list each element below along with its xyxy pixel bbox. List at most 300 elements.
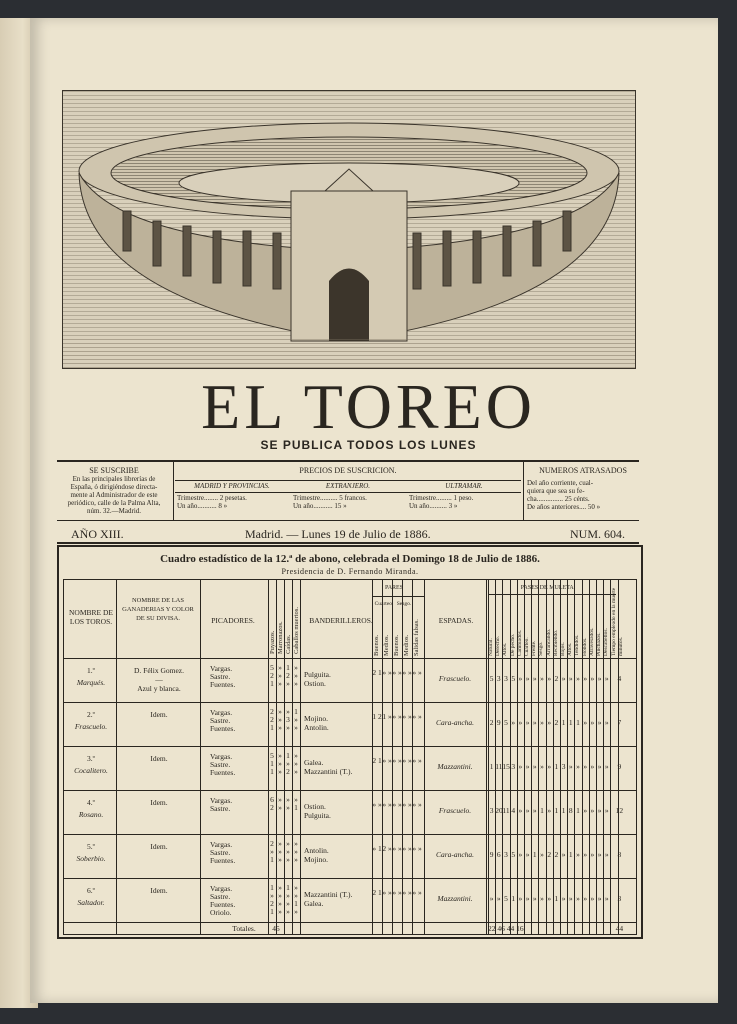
header-pares: PARES xyxy=(384,585,404,591)
ban-value: » » xyxy=(412,844,422,853)
subscription-info xyxy=(57,460,639,521)
pases-value: » xyxy=(597,718,602,727)
pases-value: 1 xyxy=(568,850,573,859)
totals-pic: 45 xyxy=(272,924,280,933)
banderillero-name: Ostion. xyxy=(304,802,326,811)
picador-name: Fuentes. xyxy=(210,724,236,733)
ganaderia-line: Idem. xyxy=(150,842,168,851)
ban-value: » » xyxy=(402,668,412,677)
pases-value: » xyxy=(590,674,595,683)
espada-name: Frascuelo. xyxy=(438,674,472,683)
header-pases-col: Cuarteo. xyxy=(524,637,530,656)
column-divider xyxy=(116,580,117,934)
ban-value: » » xyxy=(402,712,412,721)
header-nombre: NOMBRE DE LOS TOROS. xyxy=(69,608,113,626)
atrasados-line: quiera que sea su fe- xyxy=(527,487,585,495)
pases-value: 1 xyxy=(568,718,573,727)
pases-value: » xyxy=(547,806,552,815)
ban-value: » » xyxy=(402,800,412,809)
pares-divider xyxy=(372,596,424,597)
masthead-title: EL TOREO xyxy=(201,371,536,442)
header-divider xyxy=(64,658,636,659)
table-presidencia: Presidencia de D. Fernando Miranda. xyxy=(281,567,419,576)
banderillero-name: Galea. xyxy=(304,758,324,767)
pases-value: » xyxy=(604,894,609,903)
precios-block xyxy=(175,466,521,510)
row-number: 6.º xyxy=(87,886,95,895)
picador-name: Vargas. xyxy=(210,708,233,717)
pases-value: » xyxy=(583,718,588,727)
pases-value: » xyxy=(540,718,544,727)
pases-value: 1 xyxy=(554,894,559,903)
ganaderia-line: Azul y blanca. xyxy=(137,684,181,693)
header-pic-col: Caídas. xyxy=(285,634,292,654)
banderillero-name: Mazzantini (T.). xyxy=(304,890,353,899)
suscribe-line: España, ó dirigiéndose directa- xyxy=(70,483,158,491)
pases-value: » xyxy=(604,850,609,859)
pases-value: » xyxy=(489,894,494,903)
ganaderia-line: Idem. xyxy=(150,754,168,763)
pases-value: » xyxy=(604,674,609,683)
pases-value: 1 xyxy=(561,718,566,727)
pic-value: » 3 » xyxy=(286,707,290,732)
pases-value: 15 xyxy=(502,762,510,771)
pic-value: » » xyxy=(278,795,282,812)
pases-value: » xyxy=(511,718,516,727)
ban-value: » » xyxy=(382,756,392,765)
picador-name: Fuentes. xyxy=(210,856,236,865)
pases-value: » xyxy=(532,762,537,771)
masthead-subtitle: SE PUBLICA TODOS LOS LUNES xyxy=(260,438,477,452)
pic-value: » » » xyxy=(278,663,282,688)
pases-value: 8 xyxy=(568,806,573,815)
totals-divider xyxy=(64,922,636,923)
header-pases-col: Derecho. xyxy=(495,635,502,656)
price-line: Un año........... 15 » xyxy=(293,502,347,510)
picador-name: Sastre. xyxy=(210,892,231,901)
banderillero-name: Mazzantini (T.). xyxy=(304,767,353,776)
header-picadores: PICADORES. xyxy=(211,616,255,625)
pases-divider xyxy=(488,594,616,595)
pases-value: » xyxy=(540,674,544,683)
ban-value: » » xyxy=(402,888,412,897)
tiempo-value: 3 xyxy=(617,894,622,903)
atrasados-line: Del año corriente, cual- xyxy=(527,479,594,487)
price-line: Trimestre.......... 5 francos. xyxy=(293,494,367,502)
pases-value: 3 xyxy=(504,674,508,683)
suscribe-line: periódico, calle de la Palma Alta, xyxy=(67,499,161,507)
pases-value: » xyxy=(540,762,544,771)
pases-value: 3 xyxy=(511,762,516,771)
pases-value: » xyxy=(590,718,595,727)
pases-value: » xyxy=(532,674,537,683)
tiempo-value: 12 xyxy=(615,806,624,815)
price-line: Un año.......... 3 » xyxy=(409,502,458,510)
bullring-engraving xyxy=(62,90,636,369)
precios-madrid-label: MADRID Y PROVINCIAS. xyxy=(194,482,270,490)
tiempo-value: 4 xyxy=(617,674,622,683)
pic-value: 1 » 2 xyxy=(286,751,290,776)
bullring-illustration xyxy=(63,91,635,368)
ban-value: » » xyxy=(412,888,422,897)
ban-value: » » xyxy=(412,668,422,677)
header-pases-col: Frente. xyxy=(531,640,538,656)
banderillero-name: Mojino. xyxy=(304,714,328,723)
picador-name: Sastre. xyxy=(210,716,231,725)
header-pases-col: Hondos. xyxy=(581,637,588,656)
pases-value: » xyxy=(561,894,566,903)
pases-value: 9 xyxy=(496,718,501,727)
pases-value: 3 xyxy=(496,674,501,683)
pases-value: 5 xyxy=(511,850,516,859)
pases-value: 1 xyxy=(554,762,559,771)
bull-name: Saltador. xyxy=(77,898,105,907)
pases-value: » xyxy=(576,850,580,859)
pases-value: 9 xyxy=(489,850,494,859)
pases-value: » xyxy=(583,762,588,771)
pases-value: 5 xyxy=(504,718,508,727)
pases-value: » xyxy=(518,894,523,903)
pases-value: » xyxy=(590,762,595,771)
banderillero-name: Pulguita. xyxy=(304,811,331,820)
pases-value: 11 xyxy=(502,806,510,815)
bull-name: Cocalitero. xyxy=(74,766,108,775)
totals-label: Totales. xyxy=(232,924,256,933)
precios-extranjero xyxy=(293,494,367,510)
pases-value: » xyxy=(597,674,602,683)
pases-value: » xyxy=(518,850,523,859)
ban-value: » 1 xyxy=(372,844,382,853)
espada-name: Mazzantini. xyxy=(437,894,473,903)
pases-value: » xyxy=(525,806,530,815)
row-number: 2.º xyxy=(87,710,95,719)
pases-value: » xyxy=(525,850,530,859)
header-tiempo: Tiempo empleado en la muerte minutos. xyxy=(611,587,625,656)
header-ganaderia: NOMBRE DE LAS GANADERIAS Y COLOR DE SU DIVISA. xyxy=(122,597,194,622)
pases-value: » xyxy=(547,674,552,683)
year-label: AÑO XIII. xyxy=(71,527,124,541)
pases-value: » xyxy=(597,762,602,771)
pic-value: 5 2 1 xyxy=(270,663,274,688)
ban-value: » » xyxy=(412,800,422,809)
pases-value: » xyxy=(525,674,530,683)
picador-name: Sastre. xyxy=(210,848,231,857)
totals-pases: 22 46 44 16 xyxy=(488,924,524,933)
table-grid xyxy=(63,579,637,935)
pases-value: 3 xyxy=(489,806,494,815)
pases-value: 1 xyxy=(489,762,494,771)
pases-value: » xyxy=(597,806,602,815)
ban-value: » » xyxy=(382,800,392,809)
pases-value: 1 xyxy=(561,806,566,815)
atrasados-heading: NUMEROS ATRASADOS xyxy=(539,466,627,475)
header-pases-col: Descabellos. xyxy=(603,628,610,656)
pases-value: » xyxy=(518,762,523,771)
pic-value: 5 1 1 xyxy=(270,751,274,776)
picador-name: Fuentes. xyxy=(210,768,236,777)
pases-value: » xyxy=(532,718,537,727)
espada-name: Mazzantini. xyxy=(437,762,473,771)
pic-value: » 1 xyxy=(294,795,298,812)
pic-value: 2 » 1 xyxy=(270,839,274,864)
ban-value: 2 1 xyxy=(372,756,382,765)
picador-name: Vargas. xyxy=(210,796,233,805)
pases-value: » xyxy=(561,850,566,859)
ban-value: 2 1 xyxy=(372,668,382,677)
ban-value: » » xyxy=(392,668,402,677)
banderillero-name: Galea. xyxy=(304,899,324,908)
row-number: 5.º xyxy=(87,842,95,851)
bull-name: Marqués. xyxy=(76,678,106,687)
header-pases-col: Altos. xyxy=(567,642,574,656)
precios-ultramar xyxy=(409,494,473,510)
pases-value: » xyxy=(532,894,537,903)
row-divider xyxy=(64,834,636,835)
header-pases-col: Atravesados. xyxy=(588,627,595,656)
table-title: Cuadro estadístico de la 12.ª de abono, celebrada el Domingo 18 de Julio de 1886. xyxy=(160,553,540,565)
ganaderia-line: D. Félix Gomez. xyxy=(134,666,184,675)
pic-value: » » 1 » xyxy=(294,883,298,916)
pases-value: 2 xyxy=(554,850,559,859)
ban-value: » » xyxy=(392,844,402,853)
pic-value: » » » xyxy=(294,751,298,776)
tiempo-value: 7 xyxy=(617,718,622,727)
pic-value: 1 2 » xyxy=(286,663,290,688)
atrasados-line: cha............... 25 cénts. xyxy=(527,495,590,503)
banderillero-name: Mojino. xyxy=(304,855,328,864)
pases-value: » xyxy=(525,894,530,903)
ban-value: » » xyxy=(392,712,402,721)
pases-value: » xyxy=(604,762,609,771)
pic-value: » » » xyxy=(278,707,282,732)
atrasados-block xyxy=(527,466,639,511)
pases-value: » xyxy=(547,762,552,771)
espada-name: Cara-ancha. xyxy=(435,850,475,859)
header-pases-col: Recibiendo. xyxy=(552,629,559,656)
row-number: 4.º xyxy=(87,798,95,807)
pases-value: » xyxy=(518,674,523,683)
ban-value: 1 » xyxy=(382,712,392,721)
espada-name: Frascuelo. xyxy=(438,806,472,815)
pases-value: 5 xyxy=(489,674,494,683)
pic-value: » » » xyxy=(294,663,298,688)
pases-value: » xyxy=(604,718,609,727)
pic-value: 1 » 2 1 xyxy=(270,883,274,916)
header-pases-col: De pecho. xyxy=(509,633,516,656)
price-line: Trimestre........ 2 pesetas. xyxy=(177,494,247,502)
pases-value: » xyxy=(590,850,595,859)
pases-value: 2 xyxy=(554,674,559,683)
pases-value: » xyxy=(532,806,537,815)
bull-name: Frascuelo. xyxy=(74,722,108,731)
suscribe-block xyxy=(57,466,171,515)
pic-value: » » xyxy=(286,795,290,812)
price-line: Trimestre......... 1 peso. xyxy=(409,494,474,502)
banderillero-name: Pulguita. xyxy=(304,670,331,679)
pases-value: 2 xyxy=(554,718,559,727)
pases-value: 1 xyxy=(511,894,516,903)
header-pases-col: Altos. xyxy=(502,642,509,656)
suscribe-heading: SE SUSCRIBE xyxy=(89,466,139,475)
pases-value: » xyxy=(583,674,588,683)
totals-tiempo: 44 xyxy=(615,924,624,933)
pases-value: » xyxy=(568,674,573,683)
pases-value: » xyxy=(540,894,544,903)
pic-value: » » » » xyxy=(278,883,282,916)
row-number: 3.º xyxy=(87,754,95,763)
header-ban-col: Salidas falsas. xyxy=(413,619,420,656)
ban-value: 2 » xyxy=(382,844,392,853)
precios-ultramar-label: ULTRAMAR. xyxy=(445,482,483,490)
pases-value: 20 xyxy=(495,806,503,815)
ganaderia-line: Idem. xyxy=(150,710,168,719)
picador-name: Vargas. xyxy=(210,840,233,849)
ganaderia-line: Idem. xyxy=(150,798,168,807)
pases-value: » xyxy=(597,894,602,903)
header-pases-col: Tendidos. xyxy=(574,634,581,656)
pases-value: » xyxy=(597,850,602,859)
date-label: Madrid. — Lunes 19 de Julio de 1886. xyxy=(245,527,431,541)
picador-name: Fuentes. xyxy=(210,680,236,689)
ban-value: » » xyxy=(402,756,412,765)
column-divider xyxy=(486,580,487,934)
atrasados-line: De años anteriores.... 50 » xyxy=(527,503,601,511)
ban-value: » » xyxy=(382,668,392,677)
pases-value: » xyxy=(547,894,552,903)
precios-heading: PRECIOS DE SUSCRICION. xyxy=(299,466,397,475)
bull-name: Rosano. xyxy=(78,810,104,819)
issue-number: NUM. 604. xyxy=(569,527,625,541)
dateline xyxy=(57,526,639,544)
row-divider xyxy=(64,702,636,703)
pases-value: 1 xyxy=(576,806,580,815)
ban-value: » » xyxy=(412,756,422,765)
suscribe-line: núm. 32.—Madrid. xyxy=(86,507,142,515)
pases-value: » xyxy=(576,894,580,903)
pases-value: 1 xyxy=(576,718,580,727)
bull-name: Soberbio. xyxy=(76,854,106,863)
picador-name: Vargas. xyxy=(210,884,233,893)
picador-name: Sastre. xyxy=(210,672,231,681)
pases-value: 2 xyxy=(489,718,494,727)
pases-value: 2 xyxy=(547,850,552,859)
banderillero-name: Ostion. xyxy=(304,679,326,688)
header-ban-col: Medios. xyxy=(383,634,390,656)
ban-value: » » xyxy=(392,800,402,809)
statistics-table xyxy=(57,545,643,939)
ban-value: » » xyxy=(382,888,392,897)
header-banderilleros: BANDERILLEROS. xyxy=(309,616,373,625)
header-ban-col: Buenos. xyxy=(373,634,380,656)
atrasados-text xyxy=(527,479,639,511)
pases-value: 5 xyxy=(504,894,508,903)
pic-value: 6 2 xyxy=(270,795,274,812)
pases-value: » xyxy=(561,674,566,683)
pases-value: 1 xyxy=(554,806,559,815)
pic-value: 1 » » xyxy=(294,707,298,732)
picador-name: Fuentes. xyxy=(210,900,236,909)
ban-value: » » xyxy=(372,800,382,809)
tiempo-value: 9 xyxy=(617,762,622,771)
pic-value: » » » xyxy=(294,839,298,864)
pic-value: » » » xyxy=(286,839,290,864)
header-pases-col: Cambiados. xyxy=(516,629,523,656)
row-divider xyxy=(64,878,636,879)
picador-name: Vargas. xyxy=(210,664,233,673)
pases-value: 1 xyxy=(540,806,544,815)
pases-value: » xyxy=(518,718,523,727)
pic-value: » » » xyxy=(278,839,282,864)
pases-value: » xyxy=(525,762,530,771)
pases-value: 5 xyxy=(511,674,516,683)
header-ban-col: Medios. xyxy=(403,634,410,656)
banderillero-name: Antolin. xyxy=(304,846,329,855)
header-espadas: ESPADAS. xyxy=(438,616,474,625)
ban-value: 2 1 xyxy=(372,888,382,897)
pases-value: » xyxy=(583,806,588,815)
pases-value: » xyxy=(525,718,530,727)
header-pic-col: Marronazos. xyxy=(277,621,284,654)
banderillero-name: Antolin. xyxy=(304,723,329,732)
header-pic-col: Puyazos. xyxy=(269,630,276,654)
picador-name: Oriolo. xyxy=(210,908,232,917)
pases-value: 4 xyxy=(511,806,516,815)
header-pases-col: Arrancando. xyxy=(545,628,552,656)
suscribe-line: En las principales librerías de xyxy=(72,475,156,483)
pases-value: » xyxy=(576,674,580,683)
pases-value: » xyxy=(604,806,609,815)
header-pases-col: Bajos. xyxy=(560,642,566,656)
pases-value: » xyxy=(496,894,501,903)
pic-value: » » » xyxy=(278,751,282,776)
pic-value: 2 2 1 xyxy=(270,707,274,732)
header-pic-col: Caballos muertos. xyxy=(293,607,300,654)
header-cuarteo: Cuarteo. xyxy=(374,601,394,607)
row-number: 1.º xyxy=(87,666,95,675)
pic-value: 1 » » » xyxy=(286,883,290,916)
header-sesgo: Sesgo. xyxy=(396,601,412,607)
espada-name: Cara-ancha. xyxy=(435,718,475,727)
column-divider xyxy=(424,580,425,934)
pases-value: » xyxy=(576,762,580,771)
suscribe-text xyxy=(57,475,171,515)
pases-value: » xyxy=(583,894,588,903)
header-pases-col: Pinchazos. xyxy=(596,632,602,656)
pases-value: » xyxy=(583,850,588,859)
header-pases-col: Natural. xyxy=(488,638,494,656)
header-pases: PASES DE MULETA. xyxy=(520,585,576,591)
header-ban-col: Buenos. xyxy=(393,634,400,656)
row-divider xyxy=(64,790,636,791)
precios-extranjero-label: EXTRANJERO. xyxy=(325,482,371,490)
pases-value: » xyxy=(518,806,523,815)
picador-name: Vargas. xyxy=(210,752,233,761)
header-pases-col: Sesgo. xyxy=(538,641,545,656)
pases-value: » xyxy=(568,894,573,903)
pases-value: » xyxy=(568,762,573,771)
precios-madrid xyxy=(177,494,247,510)
pases-value: » xyxy=(590,806,595,815)
pases-value: » xyxy=(540,850,544,859)
pases-value: 3 xyxy=(561,762,566,771)
pases-value: 11 xyxy=(495,762,503,771)
ban-value: 1 2 xyxy=(372,712,382,721)
pases-value: 6 xyxy=(496,850,501,859)
ban-value: » » xyxy=(392,888,402,897)
picador-name: Sastre. xyxy=(210,760,231,769)
tiempo-value: 8 xyxy=(617,850,622,859)
pases-value: 3 xyxy=(504,850,508,859)
